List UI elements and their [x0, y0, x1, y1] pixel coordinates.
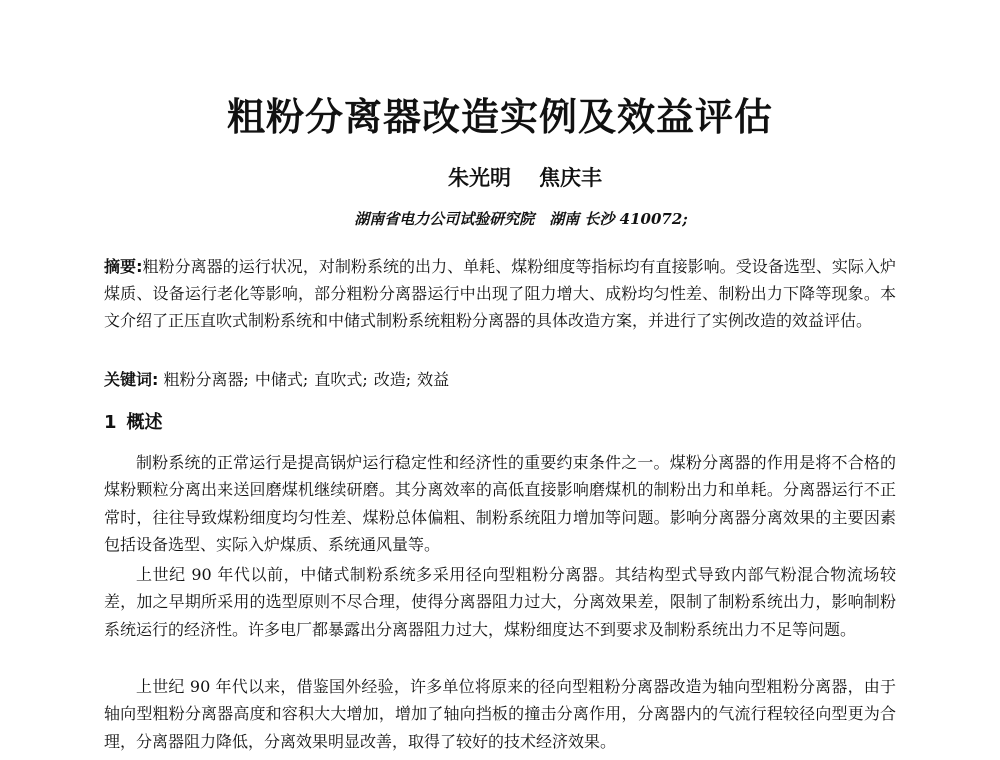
keywords	[104, 366, 896, 393]
keyword: 效益	[417, 370, 450, 389]
author-line	[0, 164, 1000, 192]
keyword: 直吹式;	[314, 370, 368, 389]
keyword: 中储式;	[254, 370, 309, 389]
author-name: 朱光明	[448, 165, 511, 190]
section-number: 1	[104, 412, 117, 433]
author-name: 焦庆丰	[539, 165, 602, 190]
keyword: 粗粉分离器;	[163, 370, 249, 389]
body-paragraph: 上世纪 90 年代以来，借鉴国外经验，许多单位将原来的径向型粗粉分离器改造为轴向型粗粉分离器，由于轴向型粗粉分离器高度和容积大大增加，增加了轴向挡板的撞击分离作用，分离器内的气流行程较径向型更为合理，分离器阻力降低，分离效果明显改善，取得了较好的技术经济效果。	[104, 677, 896, 751]
keywords-label: 关键词:	[104, 370, 159, 389]
section-title: 概述	[126, 412, 163, 433]
abstract	[104, 253, 896, 334]
paper-title: 粗粉分离器改造实例及效益评估	[226, 95, 773, 139]
body-paragraph: 上世纪 90 年代以前，中储式制粉系统多采用径向型粗粉分离器。其结构型式导致内部气粉混合物流场较差，加之早期所采用的选型原则不尽合理，使得分离器阻力过大，分离效果差，限制了制粉系统出力，影响制粉系统运行的经济性。许多电厂都暴露出分离器阻力过大，煤粉细度达不到要求及制粉系统出力不足等问题。	[104, 565, 896, 639]
body-paragraph: 制粉系统的正常运行是提高锅炉运行稳定性和经济性的重要约束条件之一。煤粉分离器的作用是将不合格的煤粉颗粒分离出来送回磨煤机继续研磨。其分离效率的高低直接影响磨煤机的制粉出力和单耗。分离器运行不正常时，往往导致煤粉细度均匀性差、煤粉总体偏粗、制粉系统阻力增加等问题。影响分离器分离效果的主要因素包括设备选型、实际入炉煤质、系统通风量等。	[104, 453, 896, 554]
section-heading	[104, 410, 163, 436]
abstract-text: 粗粉分离器的运行状况，对制粉系统的出力、单耗、煤粉细度等指标均有直接影响。受设备选型、实际入炉煤质、设备运行老化等影响，部分粗粉分离器运行中出现了阻力增大、成粉均匀性差、制粉出力下降等现象。本文介绍了正压直吹式制粉系统和中储式制粉系统粗粉分离器的具体改造方案，并进行了实例改造的效益评估。	[104, 257, 896, 330]
keyword: 改造;	[373, 370, 412, 389]
affiliation: 湖南省电力公司试验研究院 湖南 长沙 410072;	[354, 210, 688, 228]
abstract-label: 摘要:	[104, 257, 143, 276]
